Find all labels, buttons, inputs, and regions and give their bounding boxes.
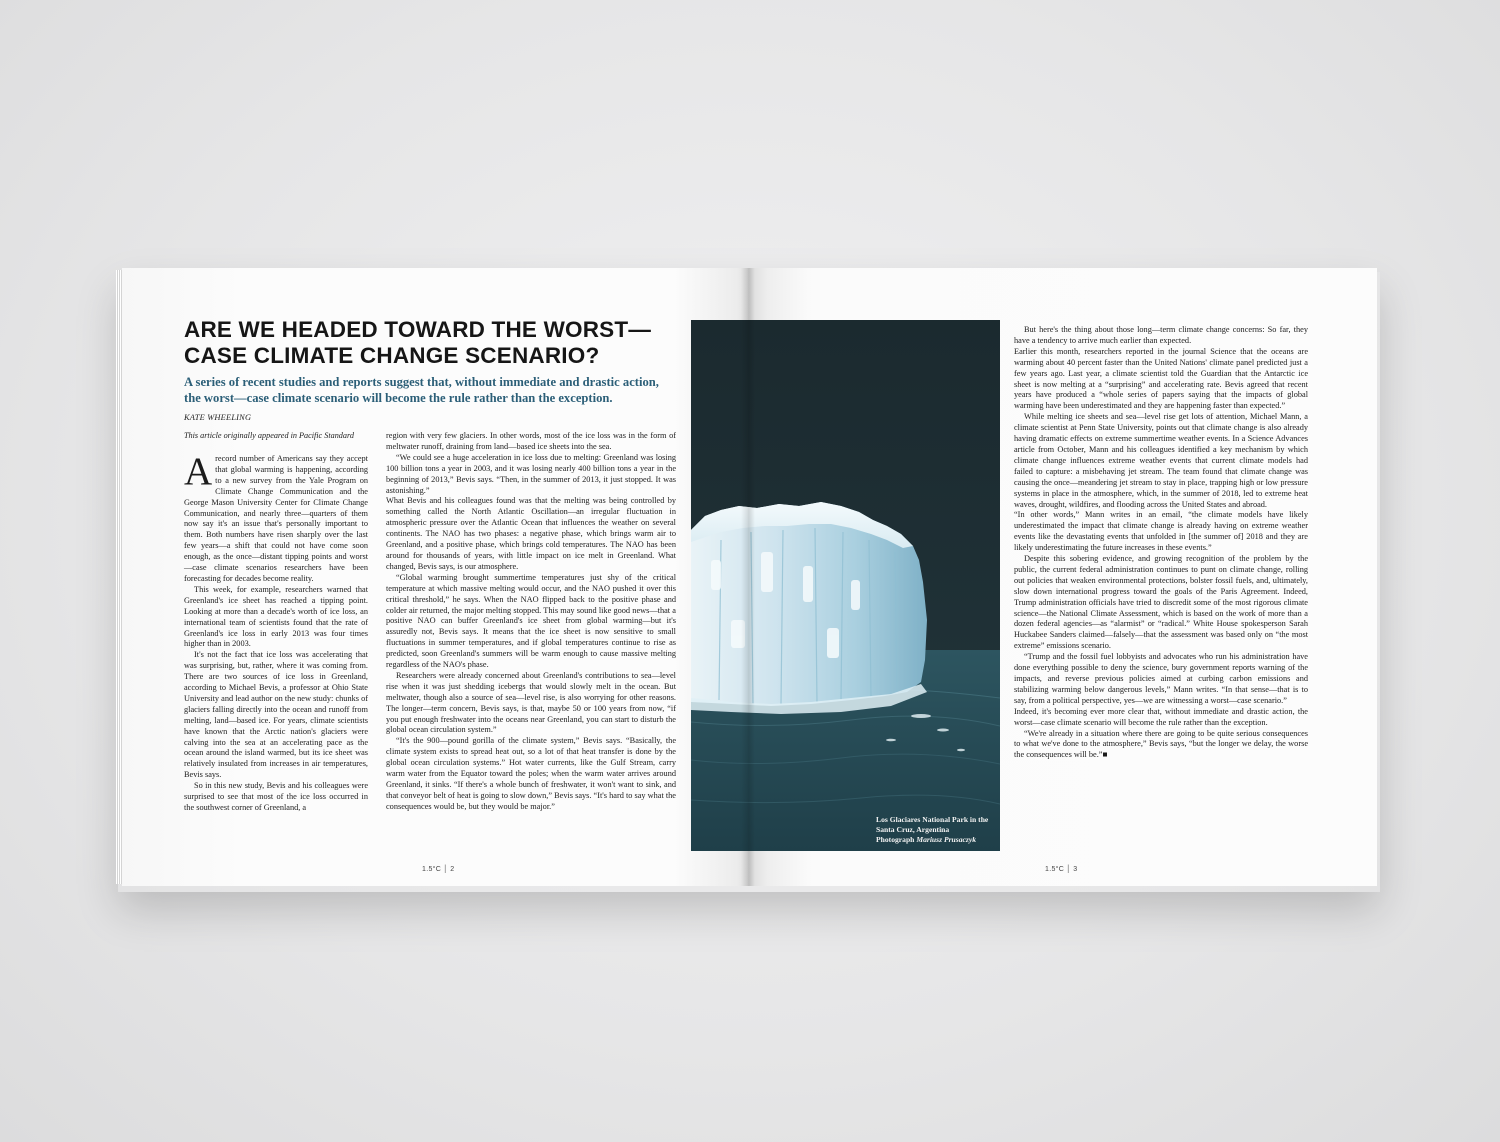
paragraph: Researchers were already concerned about Greenland's contributions to sea—level rise when it was just shedding icebergs that would slowly melt in the ocean. But meltwater, though also a source of sea—level rise, is also worrying for other reasons. The longer—term concern, Bevis says, is that, maybe 50 or 100 years from now, “if you put enough freshwater into the oceans near Greenland, you can start to disturb the global ocean circulation system.” (386, 670, 676, 735)
paragraph: “Global warming brought summertime temperatures just shy of the critical temperature at which massive melting would occur, and the NAO pushed it over this critical threshold,” he says. When the NAO flipped back to the positive phase and colder air returned, the major melting stopped. This may sound like good news—that a positive NAO can buffer Greenland's ice sheet from global warming—but it's assuredly not, Bevis says. It means that the ice sheet is now sensitive to small fluctuations in summer temperatures, and if global temperatures continue to rise as predicted, soon Greenland's summers will be warm enough to cause massive melting regardless of the NAO's phase. (386, 572, 676, 670)
left-column-1 (184, 450, 368, 814)
page-number-right: 1.5°C │ 3 (1045, 866, 1078, 873)
paragraph: “In other words,” Mann writes in an email, “the climate models have likely underestimated the impact that climate change is already having on extreme weather events like the devastating events that unfolded in [the summer of] 2018 and they are likely underestimating the future increases in these events.” (1014, 510, 1308, 553)
page-number-left: 1.5°C │ 2 (422, 866, 455, 873)
paragraph: “Trump and the fossil fuel lobbyists and advocates who run his administration have done everything possible to deny the science, bury government reports warning of the impacts, and reverse previous policies aimed at curbing carbon emissions and stabilizing warming below dangerous levels,” Mann writes. “In that sense—that is to say, from a political perspective, yes—we are witnessing a worst—case scenario.” (1014, 652, 1308, 705)
byline: KATE WHEELING (184, 413, 252, 422)
photo-caption (876, 815, 998, 846)
left-column-2 (386, 431, 676, 813)
article-headline: ARE WE HEADED TOWARD THE WORST—CASE CLIMATE CHANGE SCENARIO? (184, 317, 652, 368)
caption-location: Los Glaciares National Park in the Santa Cruz, Argentina (876, 815, 989, 835)
article-deck: A series of recent studies and reports suggest that, without immediate and drastic action, the worst—case climate scenario will become the rule rather than the exception. (184, 375, 659, 405)
paragraph: Earlier this month, researchers reported in the journal Science that the oceans are warming about 40 percent faster than the United Nations' climate panel predicted just a few years ago. Last year, a climate scientist told the Guardian that the Antarctic ice sheet is now melting at a “surprising” and accelerating rate. Bevis agreed that recent years have produced a “whole series of papers saying that the impacts of global warming have been underestimated and they are happening faster than expected.” (1014, 346, 1308, 411)
right-column (1014, 325, 1308, 761)
glacier-image (691, 320, 1000, 851)
caption-credit: Photograph Mariusz Prusaczyk (876, 835, 977, 845)
paragraph: So in this new study, Bevis and his colleagues were surprised to see that most of the ice loss occurred in the southwest corner of Greenland, a (184, 781, 368, 812)
source-note: This article originally appeared in Pacific Standard (184, 431, 354, 440)
paragraph: While melting ice sheets and sea—level rise get lots of attention, Michael Mann, a climate scientist at Penn State University, points out that climate change is also already having dramatic effects on extreme summertime weather events. In a Science Advances article from October, Mann and his colleagues identified a key mechanism by which climate change influences extreme weather events that current climate models had failed to capture: a misbehaving jet stream. The team found that climate change was causing the once—meandering jet stream to stay in place, trapping high or low pressure systems in place in the atmosphere, which, in the summer of 2018, led to extreme heat waves, drought, wildfires, and flooding across the United States and abroad. (1014, 412, 1308, 509)
paragraph: What Bevis and his colleagues found was that the melting was being controlled by something called the North Atlantic Oscillation—an irregular fluctuation in atmospheric pressure over the Atlantic Ocean that influences the weather on several continents. The NAO has two phases: a negative phase, which brings warm air to Greenland, and a positive phase, which brings cold temperatures. The NAO has been around for thousands of years, with little impact on ice melt in Greenland. What changed, Bevis says, is our atmosphere. (386, 496, 676, 571)
photographer-name: Mariusz Prusaczyk (916, 835, 977, 845)
paragraph: Despite this sobering evidence, and growing recognition of the problem by the public, the current federal administration continues to punt on climate change, rolling out policies that weaken environmental protections, bolster fossil fuels, and, ultimately, slow down international progress toward the goals of the Paris Agreement. Indeed, Trump administration officials have tried to discredit some of the most rigorous climate science—the National Climate Assessment, which is based on the work of more than a dozen federal agencies—as “alarmist” or “radical.” White House spokesperson Sarah Huckabee Sanders claimed—falsely—that the assessment was based only on “the most extreme” emissions scenario. (1014, 554, 1308, 651)
paragraph: Arecord number of Americans say they accept that global warming is happening, according to a new survey from the Yale Program on Climate Change Communication and the George Mason University Center for Climate Change Communication, and nearly three—quarters of them now say it's an issue that's personally important to them. Both numbers have risen sharply over the last few years—a shift that could not have come soon enough, as the once—distant tipping points and worst—case climate scenarios researchers have been forecasting for decades become reality. (184, 450, 368, 583)
paragraph: It's not the fact that ice loss was accelerating that was surprising, but, rather, where it was coming from. There are two sources of ice loss in Greenland, according to Michael Bevis, a professor at Ohio State University and lead author on the new study: chunks of glaciers falling directly into the ocean and runoff from melting, land—based ice. For years, climate scientists have known that the Arctic nation's glaciers were calving into the sea at an accelerating pace as the ocean around the island warmed, but its ice sheet was relatively insulated from increases in air temperatures, Bevis says. (184, 650, 368, 780)
paragraph: “We're already in a situation where there are going to be quite serious consequences to what we've done to the atmosphere,” Bevis says, “but the longer we delay, the worse the consequences will be.”■ (1014, 728, 1308, 760)
paragraph: “We could see a huge acceleration in ice loss due to melting: Greenland was losing 100 billion tons a year in 2003, and it was losing nearly 400 billion tons a year in the beginning of 2013,” Bevis says. “Then, in the summer of 2013, it just stopped. It was astonishing.” (386, 452, 676, 495)
paragraph: “It's the 900—pound gorilla of the climate system,” Bevis says. “Basically, the climate system exists to spread heat out, so a lot of that heat transfer is done by the global ocean circulation systems.” Hot water currents, like the Gulf Stream, carry warm water from the Equator toward the poles; when the warm water arrives around Greenland, it sinks. “If there's a whole bunch of freshwater, it won't want to sink, and that conveyor belt of heat is going to slow down,” Bevis says. “It's hard to say what the consequences would be, but they would be major.” (386, 736, 676, 811)
glacier-photo (691, 320, 1000, 851)
paragraph: Indeed, it's becoming ever more clear that, without immediate and drastic action, the worst—case climate scenario will become the rule rather than the exception. (1014, 706, 1308, 727)
left-page (122, 268, 749, 886)
drop-cap: A (184, 450, 213, 493)
paragraph: But here's the thing about those long—term climate change concerns: So far, they have a tendency to arrive much earlier than expected. (1014, 325, 1308, 345)
paragraph: This week, for example, researchers warned that Greenland's ice sheet has reached a tipping point. Looking at more than a decade's worth of ice loss, an international team of scientists found that the rate of Greenland's ice loss in early 2013 was four times higher than in 2003. (184, 584, 368, 649)
paragraph: region with very few glaciers. In other words, most of the ice loss was in the form of meltwater runoff, draining from land—based ice sheets into the sea. (386, 431, 676, 451)
